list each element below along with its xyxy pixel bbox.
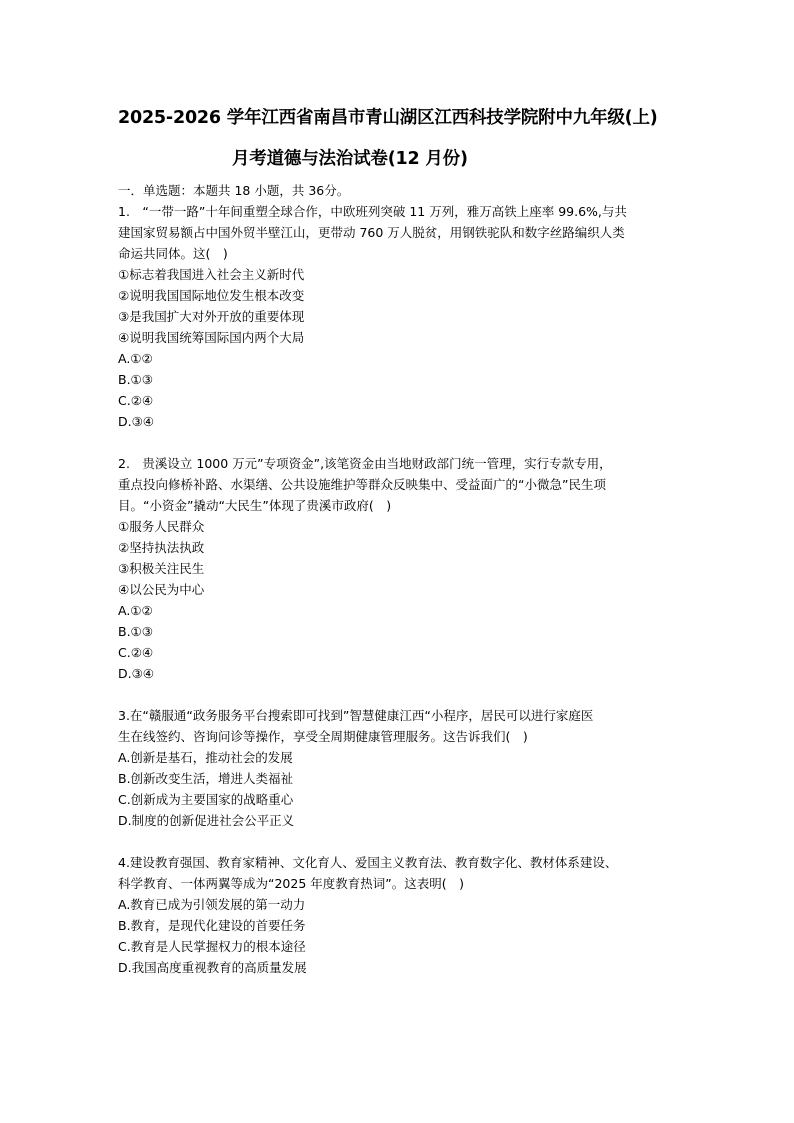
question-stem-line: 重点投向修桥补路、水渠缮、公共设施维护等群众反映集中、受益面广的“小微急”民生项 (118, 477, 606, 492)
answer-option: A.①② (118, 351, 153, 366)
answer-option: B.①③ (118, 624, 153, 639)
question-stem-line: 科学教育、一体两翼等成为“2025 年度教育热词”。这表明( ) (118, 876, 464, 891)
answer-option: C.②④ (118, 393, 154, 408)
answer-option: D.制度的创新促进社会公平正义 (118, 813, 295, 828)
answer-option: C.②④ (118, 645, 154, 660)
question-3 (118, 705, 690, 831)
question-stem-line: 1. “一带一路”十年间重塑全球合作，中欧班列突破 11 万列，雅万高铁上座率 99.6%,与共 (118, 204, 627, 219)
statement-item: ④以公民为中心 (118, 582, 205, 597)
question-spacer (118, 432, 690, 453)
question-4 (118, 852, 690, 978)
question-stem-line: 生在线签约、咨询问诊等操作，享受全周期健康管理服务。这告诉我们( ) (118, 729, 528, 744)
exam-title-line-1: 2025-2026 学年江西省南昌市青山湖区江西科技学院附中九年级(上) (118, 108, 658, 128)
statement-item: ②说明我国国际地位发生根本改变 (118, 288, 305, 303)
answer-option: A.创新是基石，推动社会的发展 (118, 750, 293, 765)
question-stem-line: 建国家贸易额占中国外贸半壁江山，更带动 760 万人脱贫，用钢铁驼队和数字丝路编织人类 (118, 225, 625, 240)
question-stem-line: 3.在“赣服通“政务服务平台搜索即可找到”智慧健康江西“小程序，居民可以进行家庭医 (118, 708, 594, 723)
question-stem-line: 2. 贵溪设立 1000 万元”专项资金”,该笔资金由当地财政部门统一管理，实行专款专用， (118, 456, 612, 471)
answer-option: A.①② (118, 603, 153, 618)
exam-title-line-2: 月考道德与法治试卷(12 月份) (232, 149, 468, 169)
question-spacer (118, 684, 690, 705)
statement-item: ①标志着我国进入社会主义新时代 (118, 267, 305, 282)
answer-option: D.我国高度重视教育的高质量发展 (118, 960, 307, 975)
statement-item: ③是我国扩大对外开放的重要体现 (118, 309, 305, 324)
section-heading: 一．单选题：本题共 18 小题，共 36分。 (118, 183, 350, 198)
exam-content (118, 180, 690, 978)
statement-item: ①服务人民群众 (118, 519, 205, 534)
question-spacer (118, 831, 690, 852)
question-stem-line: 命运共同体。这( ) (118, 246, 228, 261)
answer-option: D.③④ (118, 414, 155, 429)
question-stem-line: 目。“小资金”撬动“大民生”体现了贵溪市政府( ) (118, 498, 392, 513)
answer-option: B.①③ (118, 372, 153, 387)
answer-option: C.教育是人民掌握权力的根本途径 (118, 939, 306, 954)
answer-option: B.创新改变生活，增进人类福祉 (118, 771, 294, 786)
question-1 (118, 201, 690, 432)
answer-option: C.创新成为主要国家的战略重心 (118, 792, 294, 807)
question-2 (118, 453, 690, 684)
answer-option: D.③④ (118, 666, 155, 681)
statement-item: ③积极关注民生 (118, 561, 205, 576)
answer-option: A.教育已成为引领发展的第一动力 (118, 897, 306, 912)
question-stem-line: 4.建设教育强国、教育家精神、文化育人、爱国主义教育法、教育数字化、教材体系建设、 (118, 855, 618, 870)
statement-item: ④说明我国统筹国际国内两个大局 (118, 330, 305, 345)
answer-option: B.教育，是现代化建设的首要任务 (118, 918, 306, 933)
statement-item: ②坚持执法执政 (118, 540, 205, 555)
